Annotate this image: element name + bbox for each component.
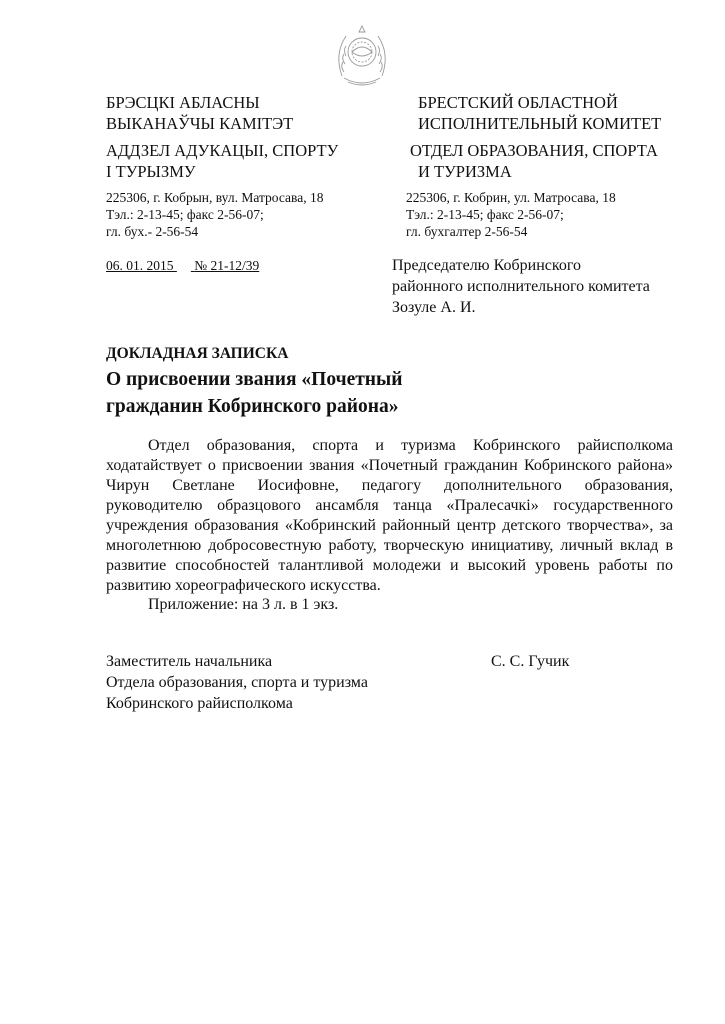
department-line: ОТДЕЛ ОБРАЗОВАНИЯ, СПОРТА bbox=[410, 141, 658, 160]
position-line: Кобринского райисполкома bbox=[106, 695, 293, 712]
document-number: № 21-12/39 bbox=[194, 258, 260, 273]
document-body: Отдел образования, спорта и туризма Кобринского райисполкома ходатайствует о присвоении звания «Почетный гражданин Кобринского района» Чирун Светлане Иосифовне, педагогу дополнительного образования, руководителю образцового ансамбля танца «Пралесачкi» государственного учреждения образования «Кобринский районный центр детского творчества», за многолетнюю добросовестную работу, творческую инициативу, личный вклад в развитие способностей талантливой молодежи и высокий уровень работы по развитию хореографического искусства. bbox=[106, 437, 673, 594]
address-line: 225306, г. Кобрын, вул. Матросава, 18 bbox=[106, 190, 324, 205]
position-line: Отдела образования, спорта и туризма bbox=[106, 674, 368, 691]
subject-line: О присвоении звания «Почетный bbox=[106, 369, 403, 390]
department-line: И ТУРИЗМА bbox=[418, 162, 512, 181]
address-line: гл. бух.- 2-56-54 bbox=[106, 224, 199, 239]
header-left-authority bbox=[106, 92, 293, 134]
document-meta bbox=[106, 258, 259, 274]
header-left-department bbox=[106, 140, 338, 182]
header-left-address bbox=[106, 189, 323, 240]
department-line: I ТУРЫЗМУ bbox=[106, 162, 196, 181]
header-right-department bbox=[410, 140, 658, 182]
authority-line: ВЫКАНАЎЧЫ КАМIТЭТ bbox=[106, 114, 294, 133]
header-right-authority bbox=[418, 92, 661, 134]
document-type: ДОКЛАДНАЯ ЗАПИСКА bbox=[106, 345, 289, 362]
signatory-name: С. С. Гучик bbox=[491, 653, 570, 670]
recipient-line: Председателю Кобринского bbox=[392, 257, 581, 274]
attachment-note: Приложение: на 3 л. в 1 экз. bbox=[148, 596, 339, 613]
address-line: Тэл.: 2-13-45; факс 2-56-07; bbox=[106, 207, 264, 222]
position-line: Заместитель начальника bbox=[106, 653, 273, 670]
recipient-line: Зозуле А. И. bbox=[392, 299, 476, 316]
recipient-line: районного исполнительного комитета bbox=[392, 278, 650, 295]
address-line: 225306, г. Кобрин, ул. Матросава, 18 bbox=[406, 190, 616, 205]
address-line: гл. бухгалтер 2-56-54 bbox=[406, 224, 528, 239]
authority-line: ИСПОЛНИТЕЛЬНЫЙ КОМИТЕТ bbox=[418, 114, 662, 133]
signatory-position bbox=[106, 651, 368, 714]
authority-line: БРЕСТСКИЙ ОБЛАСТНОЙ bbox=[418, 93, 618, 112]
department-line: АДДЗЕЛ АДУКАЦЫI, СПОРТУ bbox=[106, 141, 339, 160]
recipient-block bbox=[392, 255, 650, 318]
document-subject bbox=[106, 366, 403, 420]
document-date: 06. 01. 2015 bbox=[106, 258, 174, 273]
header-right-address bbox=[406, 189, 616, 240]
address-line: Тэл.: 2-13-45; факс 2-56-07; bbox=[406, 207, 564, 222]
authority-line: БРЭСЦКI АБЛАСНЫ bbox=[106, 93, 260, 112]
subject-line: гражданин Кобринского района» bbox=[106, 396, 399, 417]
belarus-coat-of-arms-icon bbox=[330, 22, 394, 88]
